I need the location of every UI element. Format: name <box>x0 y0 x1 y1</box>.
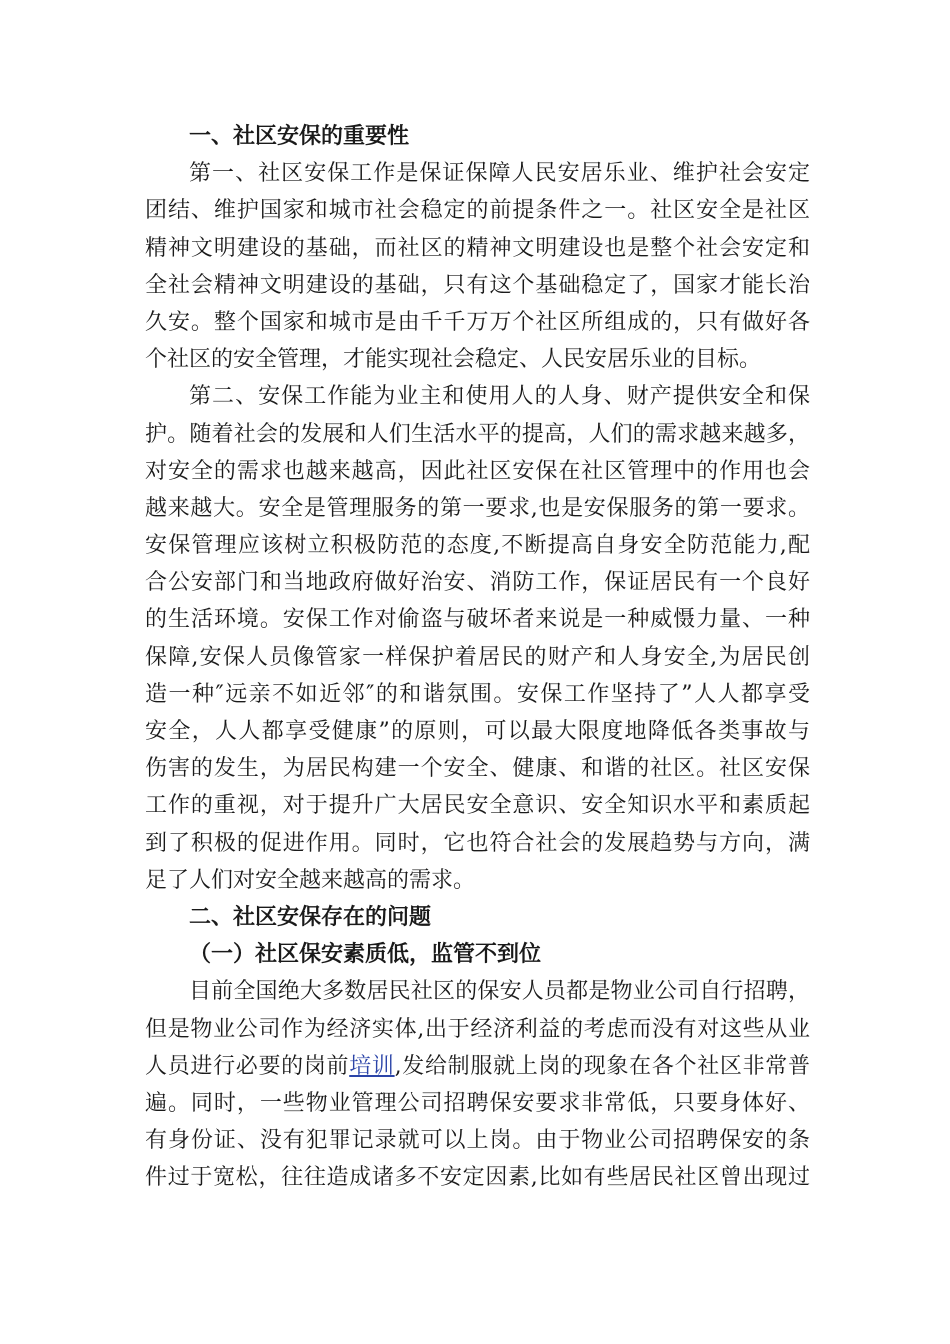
paragraph-line: 遍。同时，一些物业管理公司招聘保安要求非常低，只要身体好、 <box>145 1090 810 1116</box>
paragraph-3 <box>145 973 810 1196</box>
paragraph-line: 精神文明建设的基础，而社区的精神文明建设也是整个社会安定和 <box>145 235 810 261</box>
paragraph-line: 久安。整个国家和城市是由千千万万个社区所组成的，只有做好各 <box>145 309 810 335</box>
paragraph-line: 全社会精神文明建设的基础，只有这个基础稳定了，国家才能长治 <box>145 272 810 298</box>
paragraph-line: 团结、维护国家和城市社会稳定的前提条件之一。社区安全是社区 <box>145 198 810 224</box>
paragraph-line: 造一种″远亲不如近邻″的和谐氛围。安保工作坚持了”人人都享受 <box>145 681 810 707</box>
paragraph-line: 保障,安保人员像管家一样保护着居民的财产和人身安全,为居民创 <box>145 644 810 670</box>
line-text-after-link: ,发给制服就上岗的现象在各个社区非常普 <box>394 1053 810 1079</box>
paragraph-line: 有身份证、没有犯罪记录就可以上岗。由于物业公司招聘保安的条 <box>145 1128 810 1154</box>
paragraph-1 <box>145 155 810 378</box>
line-text-before-link: 人员进行必要的岗前 <box>145 1053 350 1079</box>
section-1-heading: 一、社区安保的重要性 <box>189 123 410 149</box>
paragraph-line: 第一、社区安保工作是保证保障人民安居乐业、维护社会安定 <box>189 161 810 187</box>
training-link[interactable]: 培训 <box>349 1053 395 1079</box>
paragraph-line: 到了积极的促进作用。同时，它也符合社会的发展趋势与方向，满 <box>145 830 810 856</box>
paragraph-line <box>145 1048 810 1085</box>
paragraph-line: 足了人们对安全越来越高的需求。 <box>145 867 476 893</box>
subsection-1-heading: （一）社区保安素质低，监管不到位 <box>189 941 542 968</box>
paragraph-line: 越来越大。安全是管理服务的第一要求,也是安保服务的第一要求。 <box>145 495 810 521</box>
paragraph-line: 的生活环境。安保工作对偷盗与破坏者来说是一种威慑力量、一种 <box>145 607 810 633</box>
paragraph-2 <box>145 378 810 899</box>
paragraph-line: 但是物业公司作为经济实体,出于经济利益的考虑而没有对这些从业 <box>145 1016 810 1042</box>
paragraph-line: 伤害的发生，为居民构建一个安全、健康、和谐的社区。社区安保 <box>145 756 810 782</box>
paragraph-line: 目前全国绝大多数居民社区的保安人员都是物业公司自行招聘， <box>189 979 810 1005</box>
paragraph-line: 护。随着社会的发展和人们生活水平的提高，人们的需求越来越多， <box>145 421 810 447</box>
paragraph-line: 第二、安保工作能为业主和使用人的人身、财产提供安全和保 <box>189 384 810 410</box>
paragraph-line: 个社区的安全管理，才能实现社会稳定、人民安居乐业的目标。 <box>145 347 762 373</box>
paragraph-line: 工作的重视，对于提升广大居民安全意识、安全知识水平和素质起 <box>145 793 810 819</box>
section-2-heading: 二、社区安保存在的问题 <box>189 903 432 930</box>
paragraph-line: 安全，人人都享受健康”的原则，可以最大限度地降低各类事故与 <box>145 719 810 744</box>
paragraph-line: 对安全的需求也越来越高，因此社区安保在社区管理中的作用也会 <box>145 458 810 484</box>
paragraph-line: 安保管理应该树立积极防范的态度,不断提高自身安全防范能力,配 <box>145 533 810 559</box>
paragraph-line: 件过于宽松，往往造成诸多不安定因素,比如有些居民社区曾出现过 <box>145 1165 810 1191</box>
document-page <box>145 118 810 1196</box>
paragraph-line: 合公安部门和当地政府做好治安、消防工作，保证居民有一个良好 <box>145 570 810 596</box>
